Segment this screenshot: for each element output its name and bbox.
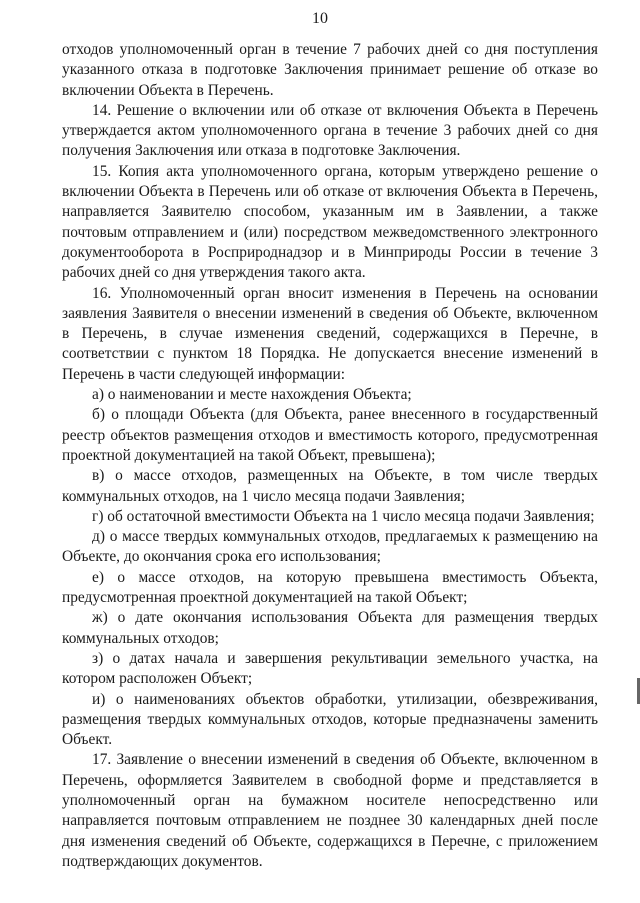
paragraph-continuation: отходов уполномоченный орган в течение 7 рабочих дней со дня поступления указанного отказа в подготовке Заключения принимает решение об отказе во включении Объекта в Перечень. <box>62 41 598 99</box>
page-number: 10 <box>312 10 328 27</box>
document-body <box>62 40 598 872</box>
list-item-g: г) об остаточной вместимости Объекта на 1 число месяца подачи Заявления; <box>92 507 595 525</box>
paragraph-14: 14. Решение о включении или об отказе от включения Объекта в Перечень утверждается актом уполномоченного органа в течение 3 рабочих дней со дня получения Заключения или отказа в подготовке Заключения. <box>62 101 598 160</box>
list-item-d: д) о массе твердых коммунальных отходов, предлагаемых к размещению на Объекте, до окончания срока его использования; <box>62 528 598 566</box>
list-item-a: а) о наименовании и месте нахождения Объекта; <box>92 386 412 404</box>
list-item-b: б) о площади Объекта (для Объекта, ранее внесенного в государственный реестр объектов размещения отходов и вместимость которого, предусмотренная проектной документацией на такой Объект, превышена); <box>62 406 598 464</box>
paragraph-16: 16. Уполномоченный орган вносит изменения в Перечень на основании заявления Заявителя о внесении изменений в сведения об Объекте, включенном в Перечень, в случае изменения сведений, содержащихся в Перечне, в соответствии с пунктом 18 Порядка. Не допускается внесение изменений в Перечень в части следующей информации: <box>62 284 598 383</box>
paragraph-15: 15. Копия акта уполномоченного органа, которым утверждено решение о включении Объекта в Перечень или об отказе от включения Объекта в Перечень, направляется Заявителю способом, указанным им в Заявлении, а также почтовым отправлением и (или) посредством межведомственного электронного документооборота в Росприроднадзор и в Минприроды России в течение 3 рабочих дней со дня утверждения такого акта. <box>62 162 598 282</box>
list-item-z: з) о датах начала и завершения рекультивации земельного участка, на котором расположен Объект; <box>62 649 598 688</box>
paragraph-17: 17. Заявление о внесении изменений в сведения об Объекте, включенном в Перечень, оформляется Заявителем в свободной форме и представляется в уполномоченный орган на бумажном носителе непосредственно или направляется почтовым отправлением не позднее 30 календарных дней после дня изменения сведений об Объекте, содержащихся в Перечне, с приложением подтверждающих документов. <box>62 751 598 870</box>
list-item-e: е) о массе отходов, на которую превышена вместимость Объекта, предусмотренная проектной документацией на такой Объект; <box>62 568 598 607</box>
list-item-i: и) о наименованиях объектов обработки, утилизации, обезвреживания, размещения твердых коммунальных отходов, которые предназначены заменить Объект. <box>62 690 598 749</box>
list-item-v: в) о массе отходов, размещенных на Объекте, в том числе твердых коммунальных отходов, на 1 число месяца подачи Заявления; <box>62 467 598 505</box>
list-item-zh: ж) о дате окончания использования Объекта для размещения твердых коммунальных отходов; <box>62 609 598 647</box>
